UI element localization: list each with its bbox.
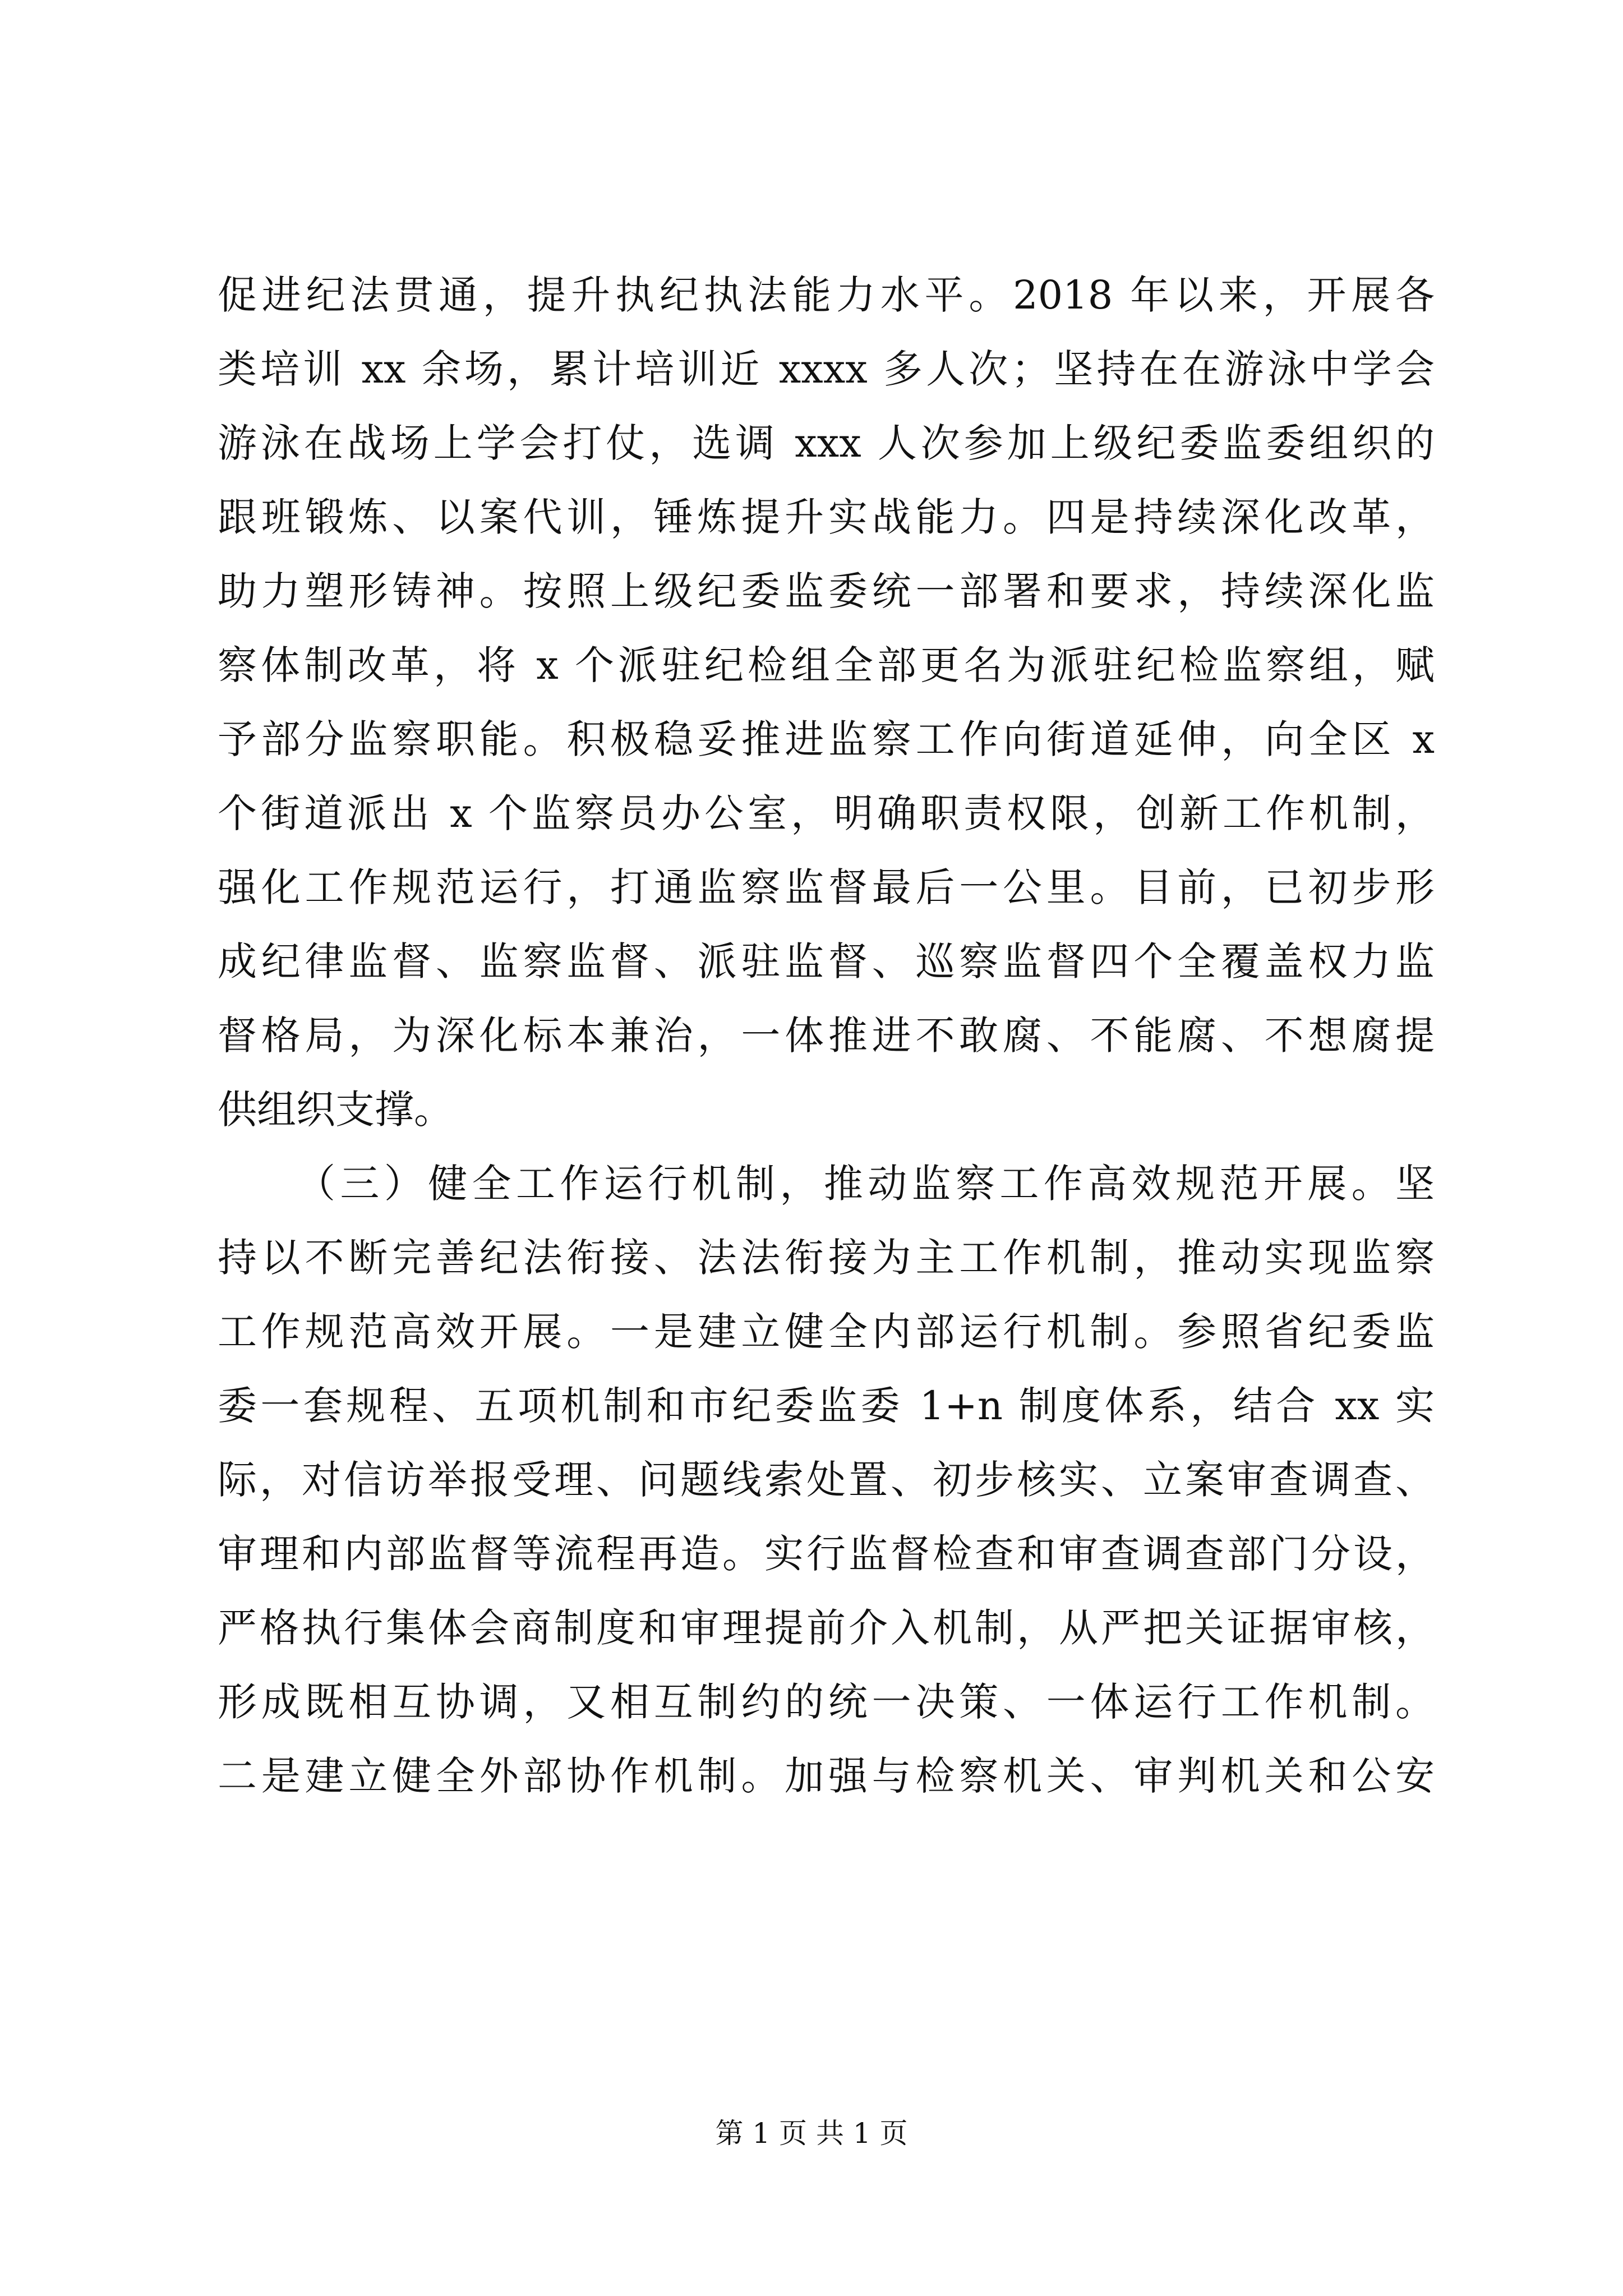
text-line-15: 工作规范高效开展。一是建立健全内部运行机制。参照省纪委监 <box>218 1309 1435 1355</box>
text-line-5: 助力塑形铸神。按照上级纪委监委统一部署和要求，持续深化监 <box>218 568 1435 614</box>
text-line-1: 促进纪法贯通，提升执纪执法能力水平。2018 年以来，开展各 <box>218 272 1435 318</box>
text-line-20: 形成既相互协调，又相互制约的统一决策、一体运行工作机制。 <box>218 1679 1435 1725</box>
text-line-13: （三）健全工作运行机制，推动监察工作高效规范开展。坚 <box>296 1161 1435 1207</box>
text-line-3: 游泳在战场上学会打仗，选调 xxx 人次参加上级纪委监委组织的 <box>218 420 1435 466</box>
text-line-11: 督格局，为深化标本兼治，一体推进不敢腐、不能腐、不想腐提 <box>218 1013 1435 1059</box>
text-line-8: 个街道派出 x 个监察员办公室，明确职责权限，创新工作机制， <box>218 790 1435 836</box>
document-body <box>218 258 1435 1813</box>
text-line-9: 强化工作规范运行，打通监察监督最后一公里。目前，已初步形 <box>218 864 1435 910</box>
text-line-2: 类培训 xx 余场，累计培训近 xxxx 多人次；坚持在在游泳中学会 <box>218 346 1435 392</box>
text-line-17: 际，对信访举报受理、问题线索处置、初步核实、立案审查调查、 <box>218 1457 1435 1503</box>
text-line-19: 严格执行集体会商制度和审理提前介入机制，从严把关证据审核， <box>218 1605 1435 1651</box>
page-footer: 第 1 页 共 1 页 <box>715 2117 908 2150</box>
text-line-21: 二是建立健全外部协作机制。加强与检察机关、审判机关和公安 <box>218 1753 1435 1799</box>
text-line-10: 成纪律监督、监察监督、派驻监督、巡察监督四个全覆盖权力监 <box>218 938 1435 984</box>
text-line-14: 持以不断完善纪法衔接、法法衔接为主工作机制，推动实现监察 <box>218 1235 1435 1281</box>
text-line-7: 予部分监察职能。积极稳妥推进监察工作向街道延伸，向全区 x <box>218 716 1435 762</box>
text-line-12: 供组织支撑。 <box>218 1087 453 1133</box>
text-line-18: 审理和内部监督等流程再造。实行监督检查和审查调查部门分设， <box>218 1531 1435 1577</box>
text-line-6: 察体制改革，将 x 个派驻纪检组全部更名为派驻纪检监察组，赋 <box>218 642 1435 688</box>
text-line-4: 跟班锻炼、以案代训，锤炼提升实战能力。四是持续深化改革， <box>218 494 1435 540</box>
text-line-16: 委一套规程、五项机制和市纪委监委 1+n 制度体系，结合 xx 实 <box>218 1383 1435 1429</box>
